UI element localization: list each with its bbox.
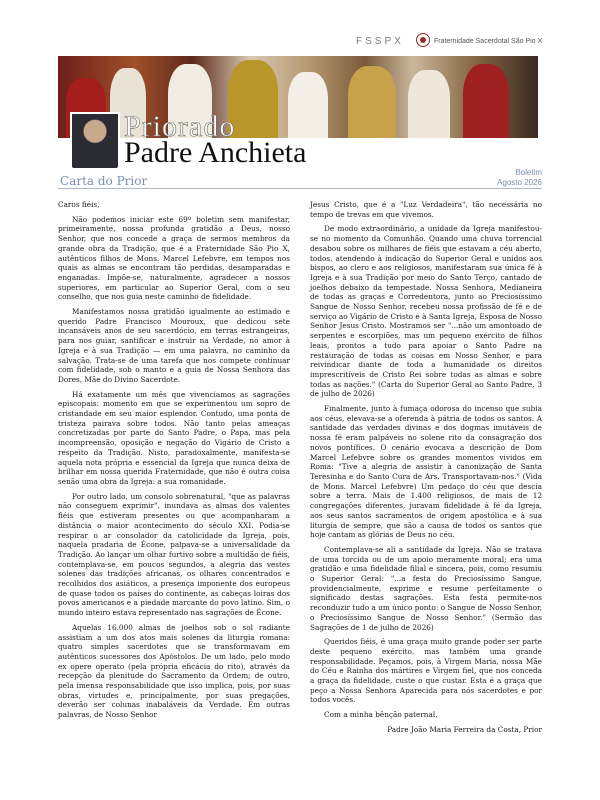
paragraph: Aquelas 16.000 almas de joelhos sob o sol radiante assistiam a um dos atos mais solenes da liturgia romana: quatro simples sacerdotes que se transformavam em autênticos sucessores dos Apóstolos. De um lado, pelo modo ex opere operato (pela própria eficácia do rito), através da recepção da plenitude do Sacramento da Ordem; de outro, pela imensa responsabilidade que isso implica, pois, por suas obras, virtudes e, principalmente, por suas pregações, deverão ser colunas inabaláveis da Verdade. Em outras palavras, de Nosso Senhor [58, 622, 290, 720]
bulletin-info [497, 168, 542, 188]
org-full-name: Fraternidade Sacerdotal São Pio X [434, 38, 543, 45]
archbishop-portrait [70, 112, 120, 170]
closing: Com a minha bênção paternal, [324, 710, 438, 720]
paragraph: Finalmente, junto à fumaça odorosa do incenso que subia aos céus, elevava-se a oferenda à pátria de todos os santos. A santidade das verdades divinas e dos dogmas imutáveis de nossa fé eram palpáveis no solene rito da consagração dos novos pontífices. O cenário evocava a descrição de Dom Marcel Lefebvre sobre os grandes momentos vividos em Roma: "Tive a alegria de assistir à canonização de Santa Teresinha e do Santo Cura de Ars. Transportavam-nos." (Vida de Mons. Marcel Lefebvre) Um pedaço do céu que descia sobre a terra. Mais de 1.400 religiosos, de mais de 12 congregações diferentes, juravam fidelidade à fé da Igreja, aos seus santos sacramentos de origem apostólica e à sua liturgia de sempre, que são a causa de todos os santos que hoje cantam as glórias de Deus no céu. [310, 404, 542, 540]
paragraph: Jesus Cristo, que é a "Luz Verdadeira", tão necessária no tempo de trevas em que vivemos. [310, 200, 542, 219]
seal-icon [416, 33, 430, 47]
signature: Padre João Maria Ferreira da Costa, Prior [387, 724, 542, 734]
paragraph: De modo extraordinário, a unidade da Igreja manifestou-se no momento da Comunhão. Quando uma chuva torrencial desabou sobre os milhares de fiéis que estavam a céu aberto, todos, atendendo à indicação do Superior Geral e unidos aos bispos, ao clero e aos religiosos, manifestaram sua única fé à Igreja e à sua Tradição por meio do Santo Terço, cantado de joelhos debaixo da tempestade. Nossa Senhora, Medianeira de todas as graças e Corredentora, junto ao Preciosíssimo Sangue de Nosso Senhor, recebeu nossa profissão de fé e de serviço ao Vigário de Cristo e à Santa Igreja, Esposa de Nosso Senhor Jesus Cristo. Mostramos ser "...não um amontoado de serpentes e escorpiões, mas um pequeno exército de filhos leais, prontos a tudo para apoiar o Santo Padre na restauração de todas as coisas em Nosso Senhor, e para reivindicar diante de toda a humanidade os direitos imprescritíveis de Cristo Rei sobre todas as almas e sobre todas as nações." (Carta do Superior Geral ao Santo Padre, 3 de julho de 2026) [310, 224, 542, 399]
left-column [58, 200, 290, 725]
title-priorado: Priorado [124, 110, 236, 143]
paragraph: Não podemos iniciar este 69º boletim sem manifestar, primeiramente, nossa profunda gratidão a Deus, nosso Senhor, que nos concede a graça de sermos membros da grande obra da Tradição, que é a Fraternidade São Pio X, autênticos filhos de Mons. Marcel Lefebvre, em tempos nos quais as almas se encontram tão perdidas, desamparadas e enganadas. Impõe-se, naturalmente, agradecer a nossos superiores, em particular ao Superior Geral, com o seu conselho, que nos guia neste caminho de fidelidade. [58, 214, 290, 302]
paragraph: Queridos fiéis, é uma graça muito grande poder ser parte deste pequeno exército, mas também uma grande responsabilidade. Peçamos, pois, à Virgem Maria, nossa Mãe do Céu e Rainha dos mártires e Virgem fiel, que nos conceda a graça da fidelidade, custe o que custar. Esta é a graça que peço a Nossa Senhora Aparecida para nós sacerdotes e por todos vocês. [310, 637, 542, 705]
salutation: Caros fiéis, [58, 200, 100, 209]
paragraph: Por outro lado, um consolo sobrenatural, "que as palavras não conseguem exprimir", inundava as almas dos valentes fiéis que estiveram presentes ou que acompanharam a distância o maior acontecimento do século XXI. Podia-se respirar o ar consolador da catolicidade da Igreja, pois, naquela pradaria de Écone, palpava-se a universalidade da Tradição. Ao lançar um olhar furtivo sobre a multidão de fiéis, contemplava-se, em poucos segundos, a alegria das vestes solenes das tradições africanas, os olhares concentrados e recolhidos dos asiáticos, a presença imponente dos europeus de quase todos os países do continente, as cabeças loiras dos povos americanos e a piedade marcante do povo latino. Sim, o mundo inteiro estava representado nas sagrações de Écone. [58, 491, 290, 618]
org-acronym: FSSPX [356, 36, 404, 47]
section-title: Carta do Prior [60, 174, 148, 188]
paragraph: Manifestamos nossa gratidão igualmente ao estimado e querido Padre Francisco Mouroux, que dedicou sete incansáveis anos de seu sacerdócio, em terras estrangeiras, para nos guiar, santificar e instruir na Verdade, no amor à Igreja e à sua Tradição — em uma palavra, no caminho da salvação. Trata-se de uma tarefa que nos compete continuar com fidelidade, sob o manto e a guia de Nossa Senhora das Dores, Mãe do Divino Sacerdote. [58, 307, 290, 384]
divider [58, 188, 542, 189]
top-bar [0, 0, 600, 55]
bulletin-date: Agosto 2026 [497, 178, 542, 187]
title-padre-anchieta: Padre Anchieta [124, 136, 307, 169]
paragraph: Contemplava-se ali a santidade da Igreja. Não se tratava de uma torcida ou de um apoio meramente moral; era uma gratidão e uma fidelidade filial e sincera, pois, como resumiu o Superior Geral: "...a festa do Preciosíssimo Sangue, providencialmente, exprime e resume perfeitamente o significado destas sagrações. Esta festa permite-nos reconduzir tudo a um único ponto: o Sangue de Nosso Senhor, o Preciosíssimo Sangue de Nosso Senhor." (Sermão das Sagrações de 1 de julho de 2026) [310, 544, 542, 632]
bulletin-label: Boletim [515, 168, 542, 177]
right-column [310, 200, 542, 740]
paragraph: Há exatamente um mês que vivenciamos as sagrações episcopais: momento em que se experimentou um sopro de cristandade em seu maior esplendor. Contudo, uma ponta de tristeza pairava sobre todos. Não tanto pelas ameaças concretizadas por parte do Santo Padre, o Papa, mas pela incompreensão, oposição e negação do Vigário de Cristo a respeito da Tradição. Nisto, paradoxalmente, manifesta-se aquela nota própria e essencial da Igreja que nunca deixa de brilhar em nossa querida Fraternidade, que não é outra coisa senão uma obra da Igreja: a sua romanidade. [58, 389, 290, 486]
